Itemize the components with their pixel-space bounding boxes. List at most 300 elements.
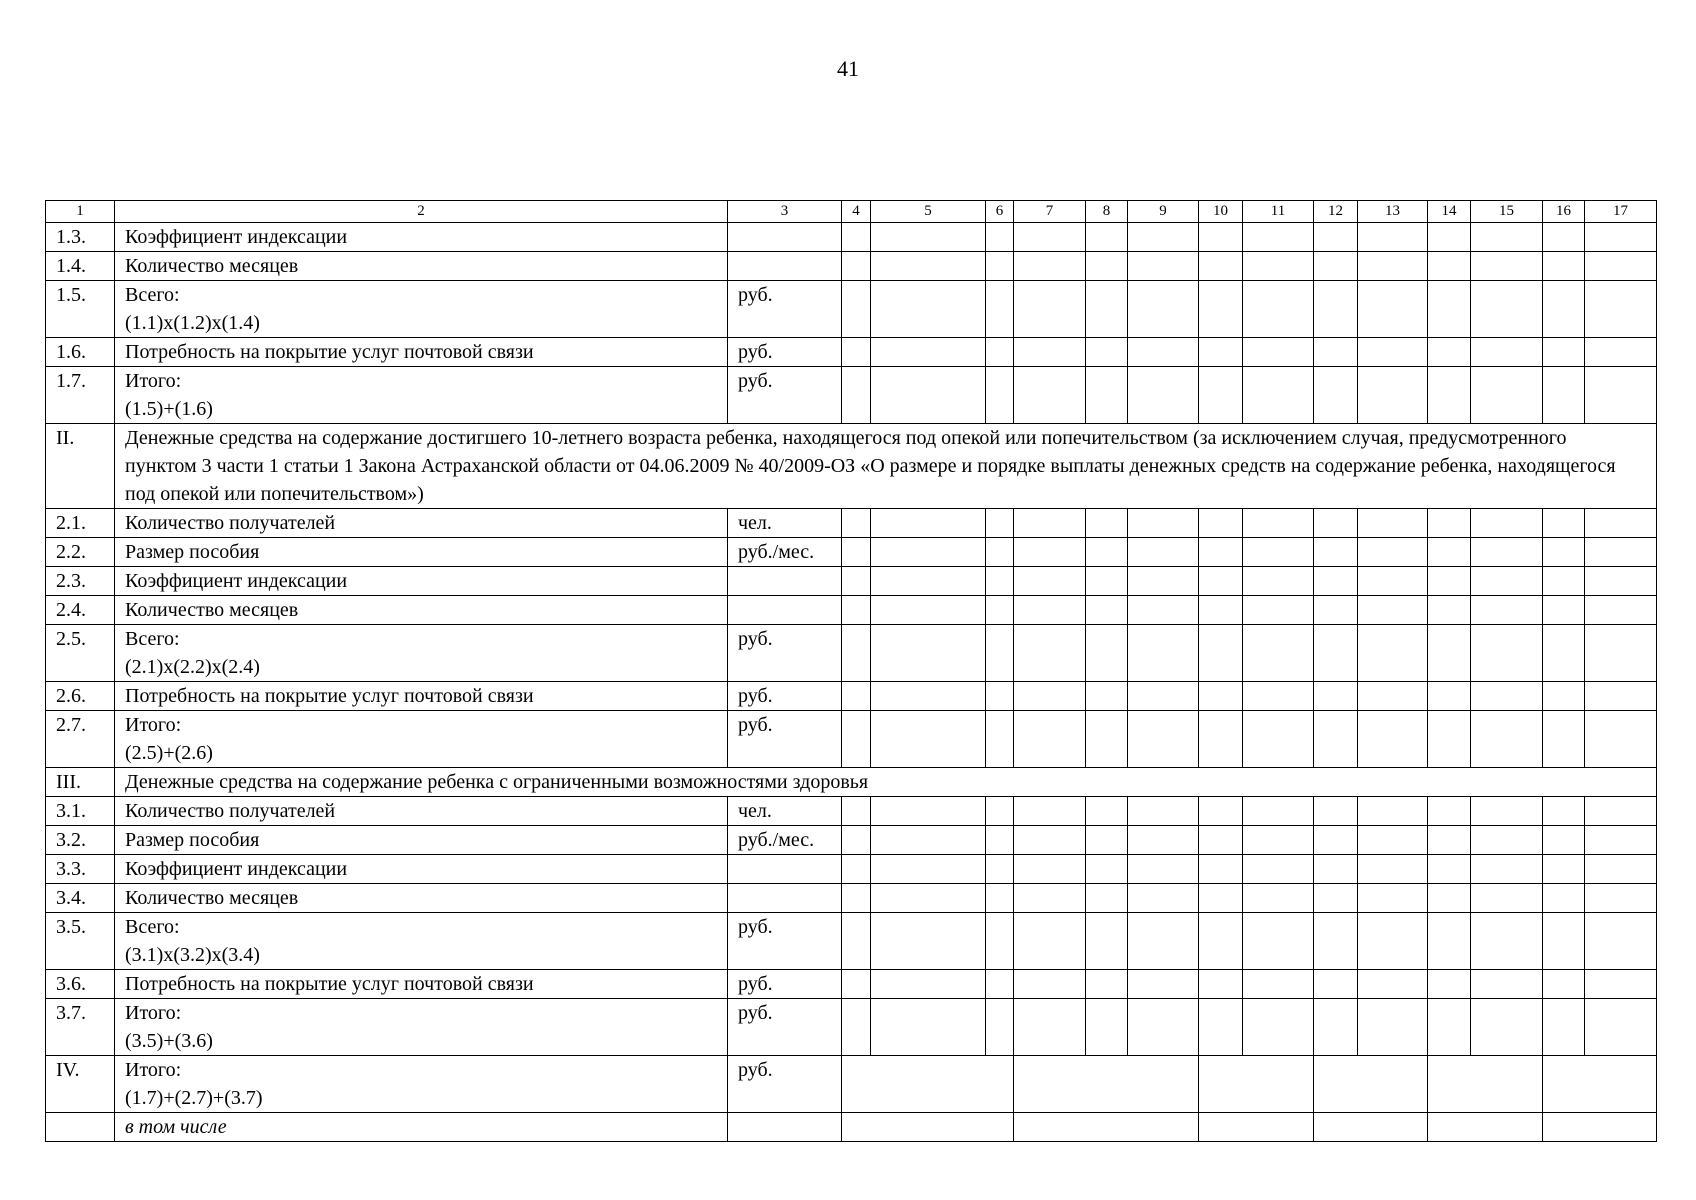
value-cell xyxy=(1243,281,1314,338)
value-cell xyxy=(871,567,986,596)
value-cell xyxy=(842,797,871,826)
value-cell xyxy=(871,223,986,252)
row-name xyxy=(115,826,728,855)
value-cell xyxy=(1585,367,1657,424)
value-cell xyxy=(1314,367,1358,424)
value-cell xyxy=(1314,596,1358,625)
row-name xyxy=(115,913,728,970)
row-unit xyxy=(728,223,842,252)
value-cell xyxy=(1471,999,1543,1056)
value-cell xyxy=(1243,797,1314,826)
value-cell xyxy=(1014,913,1086,970)
value-cell xyxy=(871,884,986,913)
row-code: 3.1. xyxy=(46,797,115,826)
row-name xyxy=(115,223,728,252)
value-cell xyxy=(1471,281,1543,338)
value-cell xyxy=(1243,567,1314,596)
value-cell xyxy=(1471,855,1543,884)
value-cell xyxy=(1014,682,1086,711)
table-row xyxy=(46,711,1657,768)
value-cell xyxy=(1543,913,1585,970)
value-cell xyxy=(1128,252,1199,281)
value-cell xyxy=(1199,913,1243,970)
value-cell xyxy=(986,797,1014,826)
row-unit xyxy=(728,855,842,884)
value-cell xyxy=(1314,567,1358,596)
value-cell xyxy=(1086,711,1128,768)
value-cell xyxy=(1428,625,1471,682)
value-cell xyxy=(1358,711,1428,768)
row-name-line: Количество месяцев xyxy=(125,887,299,909)
value-cell xyxy=(1199,567,1243,596)
value-cell xyxy=(1543,1113,1657,1142)
row-name-line: Количество месяцев xyxy=(125,255,299,277)
value-cell xyxy=(1199,682,1243,711)
value-cell xyxy=(1358,970,1428,999)
value-cell xyxy=(1543,223,1585,252)
column-number: 14 xyxy=(1428,201,1471,223)
value-cell xyxy=(986,538,1014,567)
row-unit: руб. xyxy=(728,711,842,768)
row-name xyxy=(115,711,728,768)
value-cell xyxy=(1128,625,1199,682)
section-row xyxy=(46,424,1657,509)
row-name xyxy=(115,252,728,281)
value-cell xyxy=(1086,625,1128,682)
row-formula: (1.7)+(2.7)+(3.7) xyxy=(125,1087,263,1109)
value-cell xyxy=(1014,711,1086,768)
column-number: 9 xyxy=(1128,201,1199,223)
value-cell xyxy=(1585,913,1657,970)
row-name-line: Коэффициент индексации xyxy=(125,226,348,248)
row-name-line: Размер пособия xyxy=(125,541,260,563)
row-name xyxy=(115,567,728,596)
value-cell xyxy=(1428,567,1471,596)
value-cell xyxy=(871,913,986,970)
value-cell xyxy=(986,999,1014,1056)
row-name-line: Итого: xyxy=(125,1059,182,1081)
row-name-line: Всего: xyxy=(125,628,180,650)
value-cell xyxy=(1358,682,1428,711)
budget-form-table xyxy=(45,200,1657,1142)
value-cell xyxy=(1428,682,1471,711)
section-title: Денежные средства на содержание достигшего 10-летнего возраста ребенка, находящегося под опекой или попечительством (за исключением случая, предусмотренного пунктом 3 части 1 статьи 1 Закона Астраханской области от 04.06.2009 № 40/2009-ОЗ «О размере и порядке выплаты денежных средств на содержание ребенка, находящегося под опекой или попечительством») xyxy=(115,424,1657,509)
column-number: 5 xyxy=(871,201,986,223)
value-cell xyxy=(1128,596,1199,625)
row-code: II. xyxy=(46,424,115,509)
value-cell xyxy=(1199,281,1243,338)
value-cell xyxy=(1086,826,1128,855)
value-cell xyxy=(986,223,1014,252)
value-cell xyxy=(1128,682,1199,711)
row-unit xyxy=(728,596,842,625)
row-code: 3.7. xyxy=(46,999,115,1056)
column-number: 17 xyxy=(1585,201,1657,223)
value-cell xyxy=(1585,999,1657,1056)
column-number: 4 xyxy=(842,201,871,223)
row-name xyxy=(115,855,728,884)
value-cell xyxy=(842,970,871,999)
value-cell xyxy=(1243,252,1314,281)
value-cell xyxy=(1543,884,1585,913)
value-cell xyxy=(1585,567,1657,596)
value-cell xyxy=(1128,913,1199,970)
value-cell xyxy=(1243,884,1314,913)
value-cell xyxy=(1585,797,1657,826)
value-cell xyxy=(1543,509,1585,538)
value-cell xyxy=(1585,711,1657,768)
table-row xyxy=(46,596,1657,625)
value-cell xyxy=(1314,1056,1428,1113)
value-cell xyxy=(1086,338,1128,367)
row-name xyxy=(115,797,728,826)
value-cell xyxy=(1471,596,1543,625)
row-code: 1.3. xyxy=(46,223,115,252)
value-cell xyxy=(1128,567,1199,596)
row-name xyxy=(115,970,728,999)
value-cell xyxy=(1428,855,1471,884)
value-cell xyxy=(1471,367,1543,424)
value-cell xyxy=(1471,223,1543,252)
value-cell xyxy=(1585,826,1657,855)
value-cell xyxy=(871,281,986,338)
row-code: 2.7. xyxy=(46,711,115,768)
value-cell xyxy=(842,567,871,596)
value-cell xyxy=(1086,509,1128,538)
row-code: 2.4. xyxy=(46,596,115,625)
row-name-line: Потребность на покрытие услуг почтовой связи xyxy=(125,685,534,707)
value-cell xyxy=(1128,826,1199,855)
value-cell xyxy=(1585,884,1657,913)
row-name xyxy=(115,1113,728,1142)
value-cell xyxy=(1314,682,1358,711)
value-cell xyxy=(1199,223,1243,252)
value-cell xyxy=(1243,826,1314,855)
value-cell xyxy=(986,855,1014,884)
value-cell xyxy=(986,682,1014,711)
value-cell xyxy=(1543,252,1585,281)
value-cell xyxy=(1014,970,1086,999)
row-unit: руб. xyxy=(728,1056,842,1113)
value-cell xyxy=(1014,281,1086,338)
value-cell xyxy=(1471,913,1543,970)
row-unit: руб./мес. xyxy=(728,538,842,567)
table-row xyxy=(46,625,1657,682)
row-formula: (2.5)+(2.6) xyxy=(125,742,213,764)
row-unit: руб. xyxy=(728,367,842,424)
row-name-line: Количество получателей xyxy=(125,800,336,822)
value-cell xyxy=(1243,711,1314,768)
value-cell xyxy=(1014,596,1086,625)
table-row xyxy=(46,223,1657,252)
value-cell xyxy=(1243,625,1314,682)
row-name-line: в том числе xyxy=(125,1116,227,1138)
row-name xyxy=(115,338,728,367)
value-cell xyxy=(1428,338,1471,367)
row-name xyxy=(115,625,728,682)
value-cell xyxy=(1428,538,1471,567)
row-name-line: Итого: xyxy=(125,370,182,392)
value-cell xyxy=(1086,884,1128,913)
table-row xyxy=(46,281,1657,338)
row-code: 1.5. xyxy=(46,281,115,338)
value-cell xyxy=(1543,596,1585,625)
value-cell xyxy=(1128,884,1199,913)
value-cell xyxy=(1585,538,1657,567)
value-cell xyxy=(1471,509,1543,538)
value-cell xyxy=(1358,913,1428,970)
value-cell xyxy=(1014,826,1086,855)
value-cell xyxy=(1086,223,1128,252)
value-cell xyxy=(1428,1056,1543,1113)
value-cell xyxy=(1199,367,1243,424)
value-cell xyxy=(1358,884,1428,913)
value-cell xyxy=(842,223,871,252)
row-unit: чел. xyxy=(728,509,842,538)
value-cell xyxy=(986,281,1014,338)
row-code: 3.4. xyxy=(46,884,115,913)
value-cell xyxy=(1428,711,1471,768)
row-name xyxy=(115,682,728,711)
value-cell xyxy=(1128,223,1199,252)
row-code: 3.3. xyxy=(46,855,115,884)
value-cell xyxy=(871,625,986,682)
table-row xyxy=(46,338,1657,367)
value-cell xyxy=(1086,367,1128,424)
row-unit xyxy=(728,252,842,281)
row-name-line: Количество получателей xyxy=(125,512,336,534)
value-cell xyxy=(1585,625,1657,682)
row-code: III. xyxy=(46,768,115,797)
row-unit: руб. xyxy=(728,625,842,682)
value-cell xyxy=(986,338,1014,367)
row-unit: руб. xyxy=(728,970,842,999)
value-cell xyxy=(1585,281,1657,338)
value-cell xyxy=(1543,281,1585,338)
value-cell xyxy=(842,338,871,367)
value-cell xyxy=(842,682,871,711)
row-name-line: Итого: xyxy=(125,714,182,736)
value-cell xyxy=(1428,223,1471,252)
value-cell xyxy=(1014,855,1086,884)
row-code: 3.2. xyxy=(46,826,115,855)
value-cell xyxy=(1585,252,1657,281)
value-cell xyxy=(1128,711,1199,768)
row-name-line: Количество месяцев xyxy=(125,599,299,621)
value-cell xyxy=(1543,367,1585,424)
value-cell xyxy=(1314,1113,1428,1142)
value-cell xyxy=(1086,281,1128,338)
value-cell xyxy=(1471,826,1543,855)
value-cell xyxy=(1014,1056,1199,1113)
value-cell xyxy=(842,281,871,338)
value-cell xyxy=(871,970,986,999)
value-cell xyxy=(1358,367,1428,424)
value-cell xyxy=(1428,509,1471,538)
value-cell xyxy=(1358,567,1428,596)
value-cell xyxy=(1128,281,1199,338)
column-number: 6 xyxy=(986,201,1014,223)
row-unit: чел. xyxy=(728,797,842,826)
value-cell xyxy=(871,711,986,768)
value-cell xyxy=(842,913,871,970)
value-cell xyxy=(1428,884,1471,913)
value-cell xyxy=(871,596,986,625)
row-name-line: Коэффициент индексации xyxy=(125,570,348,592)
value-cell xyxy=(1543,826,1585,855)
column-number: 1 xyxy=(46,201,115,223)
value-cell xyxy=(1199,625,1243,682)
value-cell xyxy=(1199,1113,1314,1142)
value-cell xyxy=(1428,281,1471,338)
value-cell xyxy=(1428,999,1471,1056)
value-cell xyxy=(986,970,1014,999)
row-name xyxy=(115,367,728,424)
column-number: 7 xyxy=(1014,201,1086,223)
value-cell xyxy=(842,509,871,538)
value-cell xyxy=(1543,711,1585,768)
row-code: IV. xyxy=(46,1056,115,1113)
value-cell xyxy=(1428,797,1471,826)
row-name-line: Потребность на покрытие услуг почтовой связи xyxy=(125,341,534,363)
row-formula: (1.1)х(1.2)х(1.4) xyxy=(125,312,260,334)
value-cell xyxy=(1128,855,1199,884)
row-formula: (1.5)+(1.6) xyxy=(125,398,213,420)
row-name xyxy=(115,281,728,338)
value-cell xyxy=(842,596,871,625)
row-unit: руб. xyxy=(728,281,842,338)
row-code: 2.5. xyxy=(46,625,115,682)
value-cell xyxy=(1014,338,1086,367)
value-cell xyxy=(1243,855,1314,884)
value-cell xyxy=(1014,1113,1199,1142)
value-cell xyxy=(1243,682,1314,711)
value-cell xyxy=(1199,509,1243,538)
value-cell xyxy=(1358,509,1428,538)
value-cell xyxy=(1314,884,1358,913)
value-cell xyxy=(1014,567,1086,596)
value-cell xyxy=(1471,884,1543,913)
value-cell xyxy=(1199,1056,1314,1113)
value-cell xyxy=(1199,596,1243,625)
value-cell xyxy=(1014,538,1086,567)
value-cell xyxy=(1585,509,1657,538)
value-cell xyxy=(1314,797,1358,826)
value-cell xyxy=(1543,682,1585,711)
table-row xyxy=(46,913,1657,970)
value-cell xyxy=(1471,625,1543,682)
column-number: 10 xyxy=(1199,201,1243,223)
value-cell xyxy=(1314,223,1358,252)
row-unit: руб. xyxy=(728,999,842,1056)
value-cell xyxy=(871,338,986,367)
value-cell xyxy=(986,567,1014,596)
value-cell xyxy=(1199,252,1243,281)
value-cell xyxy=(842,711,871,768)
row-code: 2.6. xyxy=(46,682,115,711)
value-cell xyxy=(1428,970,1471,999)
column-number-row xyxy=(46,201,1657,223)
page-number: 41 xyxy=(837,56,859,81)
value-cell xyxy=(1086,999,1128,1056)
value-cell xyxy=(1543,970,1585,999)
value-cell xyxy=(1014,367,1086,424)
row-unit xyxy=(728,884,842,913)
row-code: 1.4. xyxy=(46,252,115,281)
value-cell xyxy=(1086,252,1128,281)
value-cell xyxy=(1128,999,1199,1056)
value-cell xyxy=(1358,625,1428,682)
value-cell xyxy=(871,999,986,1056)
row-name-line: Потребность на покрытие услуг почтовой связи xyxy=(125,973,534,995)
row-name xyxy=(115,1056,728,1113)
value-cell xyxy=(1086,538,1128,567)
value-cell xyxy=(1428,596,1471,625)
value-cell xyxy=(1543,855,1585,884)
table-row xyxy=(46,252,1657,281)
value-cell xyxy=(1471,711,1543,768)
value-cell xyxy=(1086,913,1128,970)
row-name-line: Размер пособия xyxy=(125,829,260,851)
value-cell xyxy=(1014,884,1086,913)
value-cell xyxy=(1543,797,1585,826)
value-cell xyxy=(1243,367,1314,424)
value-cell xyxy=(1128,367,1199,424)
value-cell xyxy=(1086,855,1128,884)
value-cell xyxy=(1243,338,1314,367)
value-cell xyxy=(1128,509,1199,538)
value-cell xyxy=(1014,509,1086,538)
value-cell xyxy=(1199,999,1243,1056)
value-cell xyxy=(1014,999,1086,1056)
row-name xyxy=(115,999,728,1056)
value-cell xyxy=(1471,538,1543,567)
value-cell xyxy=(1199,970,1243,999)
value-cell xyxy=(842,252,871,281)
value-cell xyxy=(1543,538,1585,567)
form-body xyxy=(46,201,1657,1142)
value-cell xyxy=(1358,855,1428,884)
section-title: Денежные средства на содержание ребенка с ограниченными возможностями здоровья xyxy=(115,768,1657,797)
row-formula: (3.1)х(3.2)х(3.4) xyxy=(125,944,260,966)
value-cell xyxy=(1314,999,1358,1056)
row-unit xyxy=(728,567,842,596)
value-cell xyxy=(1543,567,1585,596)
value-cell xyxy=(842,625,871,682)
value-cell xyxy=(842,367,871,424)
value-cell xyxy=(871,538,986,567)
value-cell xyxy=(1358,596,1428,625)
value-cell xyxy=(1199,338,1243,367)
table-row xyxy=(46,509,1657,538)
value-cell xyxy=(1358,826,1428,855)
value-cell xyxy=(1543,1056,1657,1113)
value-cell xyxy=(1428,826,1471,855)
value-cell xyxy=(1428,252,1471,281)
row-name-line: Всего: xyxy=(125,284,180,306)
value-cell xyxy=(1471,252,1543,281)
value-cell xyxy=(1314,826,1358,855)
value-cell xyxy=(1086,970,1128,999)
row-code: 2.1. xyxy=(46,509,115,538)
value-cell xyxy=(1471,970,1543,999)
value-cell xyxy=(1199,826,1243,855)
table-row xyxy=(46,1113,1657,1142)
value-cell xyxy=(1086,797,1128,826)
row-code xyxy=(46,1113,115,1142)
value-cell xyxy=(1243,970,1314,999)
value-cell xyxy=(1314,281,1358,338)
